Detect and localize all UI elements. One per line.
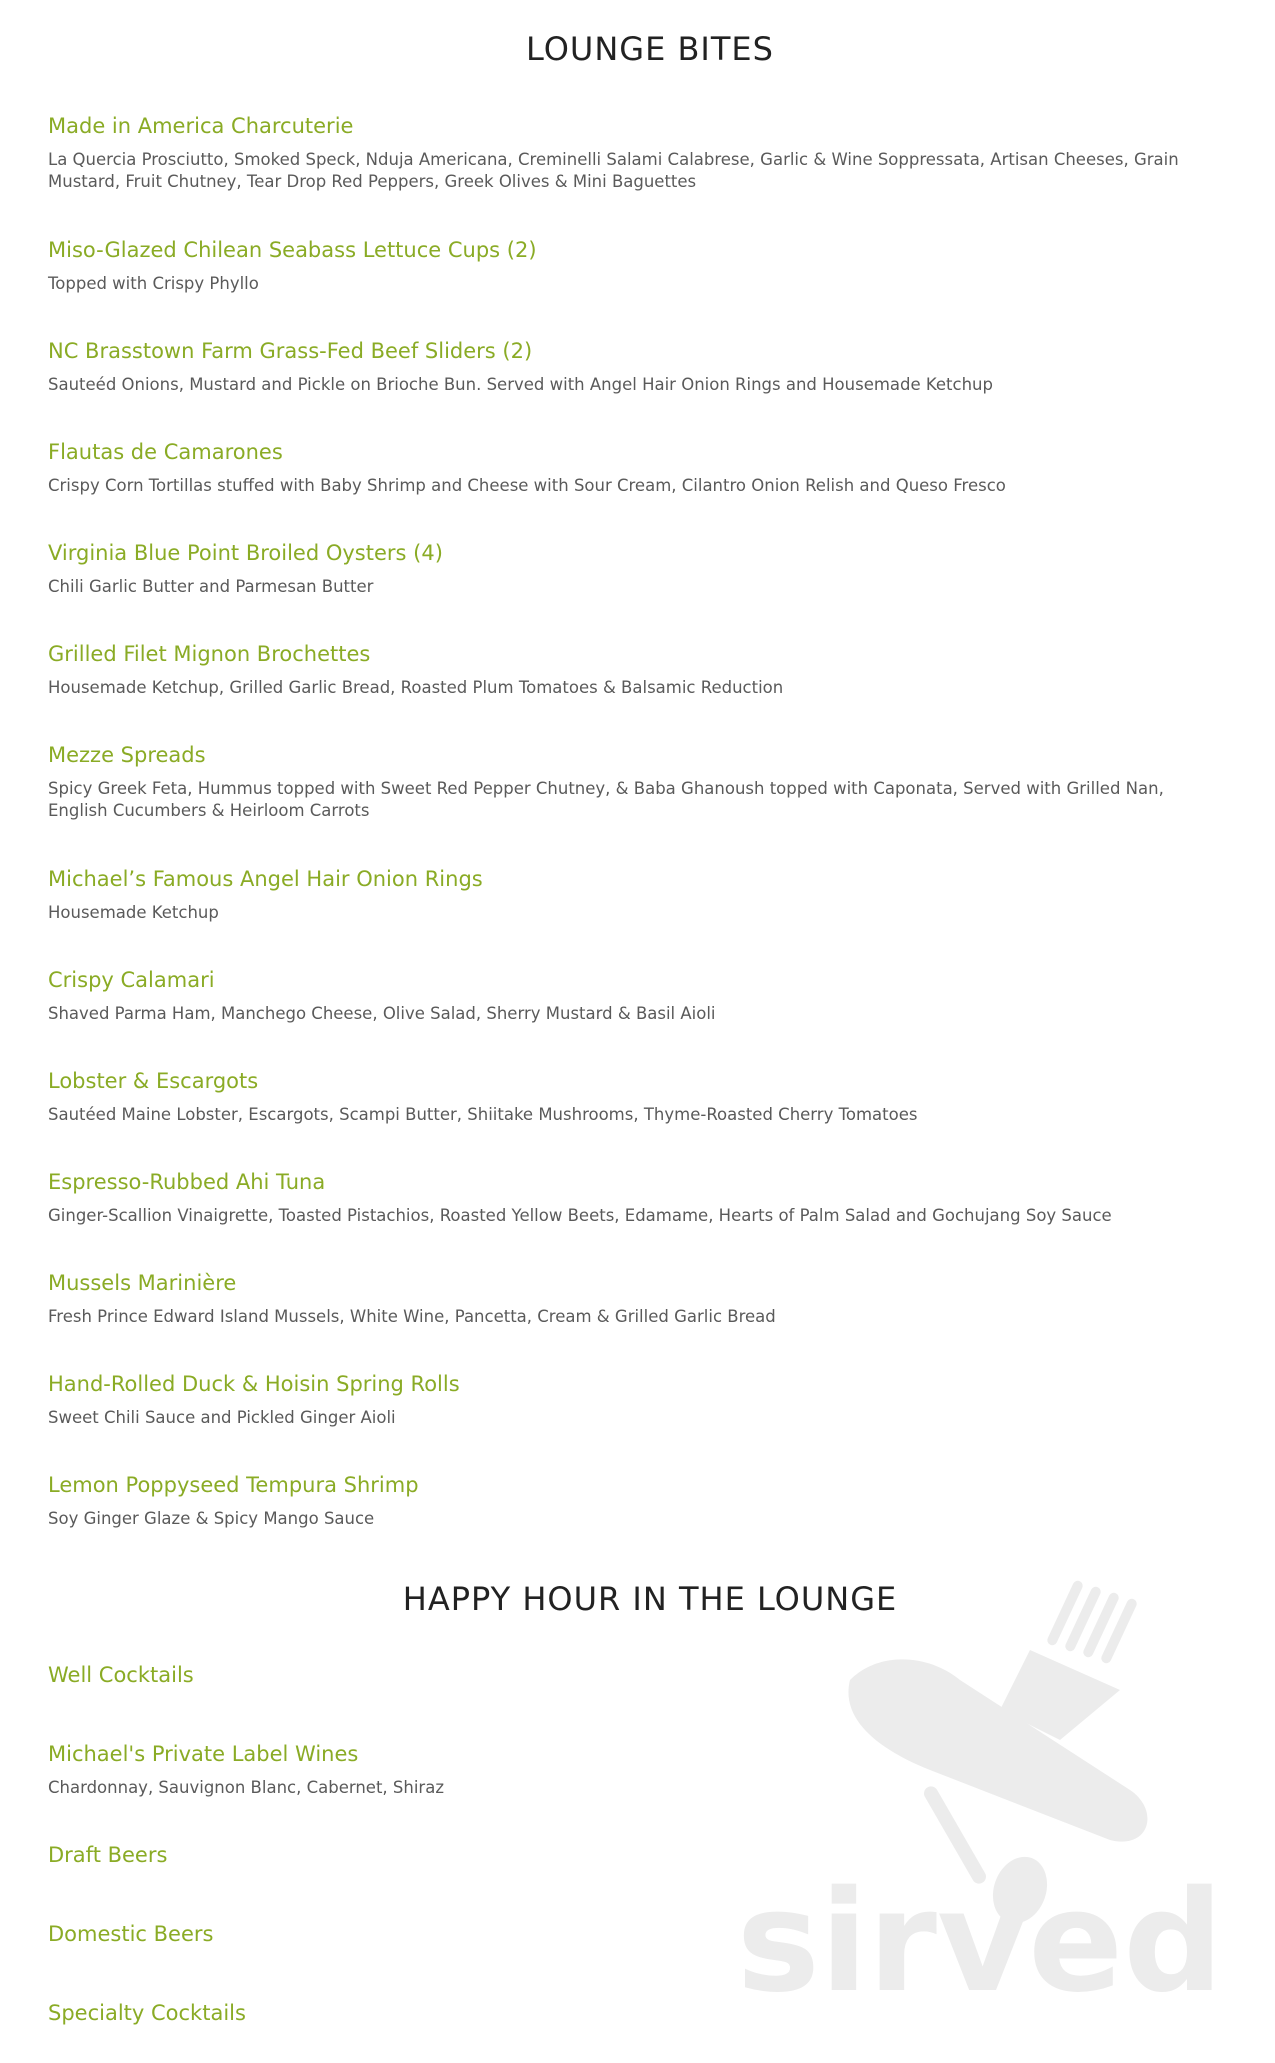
item-name: Draft Beers [48,1843,168,1867]
item-description: La Quercia Prosciutto, Smoked Speck, Nduja Americana, Creminelli Salami Calabrese, Garlic & Wine Soppressata, Artisan Cheeses, Grain Mustard, Fruit Chutney, Tear Drop Red Peppers, Greek Olives & Mini Baguettes [48,150,1179,191]
item-name: Michael's Private Label Wines [48,1742,359,1766]
item-name: NC Brasstown Farm Grass-Fed Beef Sliders (2) [48,339,533,363]
item-name: Mussels Marinière [48,1271,237,1295]
item-name: Made in America Charcuterie [48,114,354,138]
item-description: Shaved Parma Ham, Manchego Cheese, Olive Salad, Sherry Mustard & Basil Aioli [48,1004,716,1023]
item-name: Espresso-Rubbed Ahi Tuna [48,1170,326,1194]
item-description: Sautéed Maine Lobster, Escargots, Scampi Butter, Shiitake Mushrooms, Thyme-Roasted Cherry Tomatoes [48,1105,918,1124]
menu-item [48,236,1228,295]
item-name: Lemon Poppyseed Tempura Shrimp [48,1473,419,1497]
item-description: Fresh Prince Edward Island Mussels, White Wine, Pancetta, Cream & Grilled Garlic Bread [48,1307,776,1326]
menu-item [48,865,1228,924]
item-description: Housemade Ketchup [48,903,219,922]
item-name: Virginia Blue Point Broiled Oysters (4) [48,541,443,565]
menu-item [48,1920,1228,1948]
menu-item [48,337,1228,396]
menu-item [48,1067,1228,1126]
item-description: Sauteéd Onions, Mustard and Pickle on Brioche Bun. Served with Angel Hair Onion Rings and Housemade Ketchup [48,375,993,394]
item-name: Flautas de Camarones [48,440,283,464]
menu-item [48,539,1228,598]
menu-item [48,1999,1228,2027]
item-name: Lobster & Escargots [48,1069,259,1093]
item-name: Domestic Beers [48,1922,214,1946]
item-name: Specialty Cocktails [48,2001,246,2025]
item-name: Miso-Glazed Chilean Seabass Lettuce Cups (2) [48,238,537,262]
menu-item [48,1841,1228,1869]
item-name: Crispy Calamari [48,968,215,992]
item-name: Mezze Spreads [48,743,206,767]
item-description: Housemade Ketchup, Grilled Garlic Bread, Roasted Plum Tomatoes & Balsamic Reduction [48,678,784,697]
item-description: Chardonnay, Sauvignon Blanc, Cabernet, Shiraz [48,1778,444,1797]
item-description: Chili Garlic Butter and Parmesan Butter [48,577,374,596]
menu-item [48,1661,1228,1689]
item-name: Hand-Rolled Duck & Hoisin Spring Rolls [48,1372,460,1396]
menu-item [48,1471,1228,1530]
section-title-lounge-bites: LOUNGE BITES [526,30,774,68]
item-description: Sweet Chili Sauce and Pickled Ginger Aioli [48,1408,396,1427]
item-name: Well Cocktails [48,1663,194,1687]
item-description: Crispy Corn Tortillas stuffed with Baby Shrimp and Cheese with Sour Cream, Cilantro Onion Relish and Queso Fresco [48,476,1006,495]
item-name: Grilled Filet Mignon Brochettes [48,642,371,666]
menu-item [48,640,1228,699]
menu-item [48,1168,1228,1227]
menu-item [48,741,1228,822]
menu-item [48,1370,1228,1429]
menu-item [48,966,1228,1025]
item-name: Michael’s Famous Angel Hair Onion Rings [48,867,483,891]
item-description: Ginger-Scallion Vinaigrette, Toasted Pistachios, Roasted Yellow Beets, Edamame, Hearts of Palm Salad and Gochujang Soy Sauce [48,1206,1112,1225]
item-description: Spicy Greek Feta, Hummus topped with Sweet Red Pepper Chutney, & Baba Ghanoush topped with Caponata, Served with Grilled Nan, English Cucumbers & Heirloom Carrots [48,779,1164,820]
section-title-happy-hour: HAPPY HOUR IN THE LOUNGE [402,1580,898,1618]
menu-item [48,438,1228,497]
watermark-text: sirved [736,1861,1224,2000]
menu-item [48,1740,1228,1799]
menu-item [48,1269,1228,1328]
menu-item [48,112,1228,193]
item-description: Topped with Crispy Phyllo [48,274,259,293]
item-description: Soy Ginger Glaze & Spicy Mango Sauce [48,1509,375,1528]
